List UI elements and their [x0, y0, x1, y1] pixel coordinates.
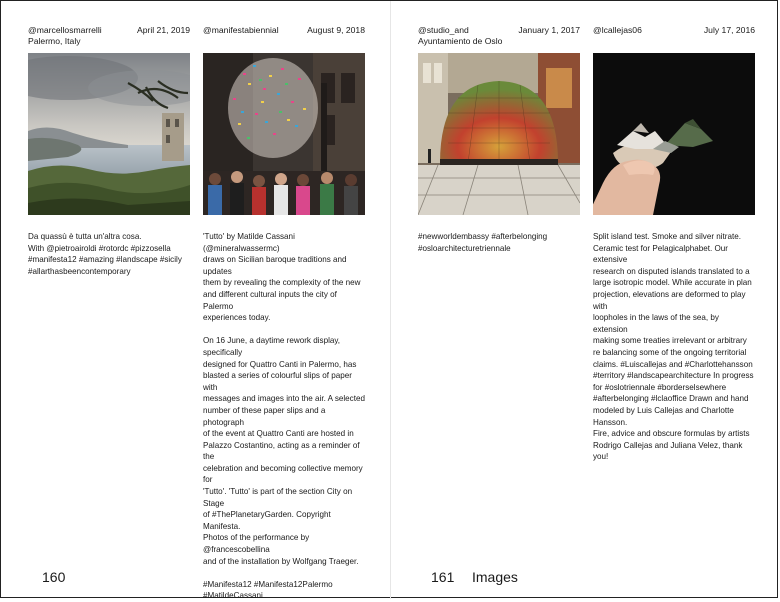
post-location: Palermo, Italy — [28, 36, 81, 46]
post-header — [593, 25, 755, 53]
photo-ceramic-island — [593, 53, 755, 215]
post-handle: @marcellosmarrelli — [28, 25, 102, 35]
post-date: July 17, 2016 — [703, 25, 755, 35]
section-title: Images — [472, 569, 518, 585]
post-handle: @studio_and — [418, 25, 469, 35]
post-caption: 'Tutto' by Matilde Cassani (@mineralwassermc) draws on Sicilian baroque traditions and updates them by revealing the complexity of the new and different cultural inputs the city of Palermo experiences today. On 16 June, a daytime rework display, specifically designed for Quattro Canti in Palermo, has blasted a series of colourful slips of paper with messages and images into the air. A selected number of these paper slips and a photograph of the event at Quattro Canti are hosted in Palazzo Costantino, acting as a reminder of the celebration and becoming collective memory for 'Tutto'. 'Tutto' is part of the section City on Stage of #ThePlanetaryGarden. Copyright Manifesta. Photos of the performance by @francescobellina and of the installation by Wolfgang Traeger. #Manifesta12 #Manifesta12Palermo #MatildeCassani — [203, 232, 365, 601]
post-date: August 9, 2018 — [307, 25, 365, 35]
post-handle: @lcallejas06 — [593, 25, 642, 35]
photo-confetti-crowd — [203, 53, 365, 215]
post-header — [418, 25, 580, 53]
post-lcallejas06 — [593, 25, 755, 462]
page-number-left: 160 — [42, 569, 66, 585]
post-manifestabiennial — [203, 25, 365, 601]
photo-coastal-landscape — [28, 53, 190, 215]
post-date: April 21, 2019 — [136, 25, 190, 35]
post-handle: @manifestabiennial — [203, 25, 279, 35]
post-caption: Da quassù è tutta un'altra cosa. With @pietroairoldi #rotordc #pizzosella #manifesta12 #amazing #landscape #sicily #allarthasbeencontemporary — [28, 232, 182, 276]
post-marcellosmarrelli — [28, 25, 190, 276]
post-header — [28, 25, 190, 53]
post-location: Ayuntamiento de Oslo — [418, 36, 503, 46]
page-gutter — [390, 1, 391, 599]
post-caption: #newworldembassy #afterbelonging #osloarchitecturetriennale — [418, 232, 548, 253]
page-number-right: 161 — [431, 569, 455, 585]
post-date: January 1, 2017 — [518, 25, 580, 35]
photo-dome-installation — [418, 53, 580, 215]
post-caption: Split island test. Smoke and silver nitrate. Ceramic test for Pelagicalphabet. Our extensive research on disputed islands translated to a large isotropic model. While accurate in plan projection, elevations are deformed to play with loopholes in the laws of the sea, by extension making some treaties irrelevant or arbitrary re balancing some of the ongoing territorial claims. #Luiscallejas and #Charlottehansson #territory #landscapearchitecture In progress for #oslotriennale #borderselsewhere #afterbelonging #lclaoffice Drawn and hand modeled by Luis Callejas and Charlotte Hansson. Fire, advice and obscure formulas by artists Rodrigo Callejas and Juliana Velez, thank you! — [593, 232, 754, 462]
post-studio-and — [418, 25, 580, 253]
post-header — [203, 25, 365, 53]
